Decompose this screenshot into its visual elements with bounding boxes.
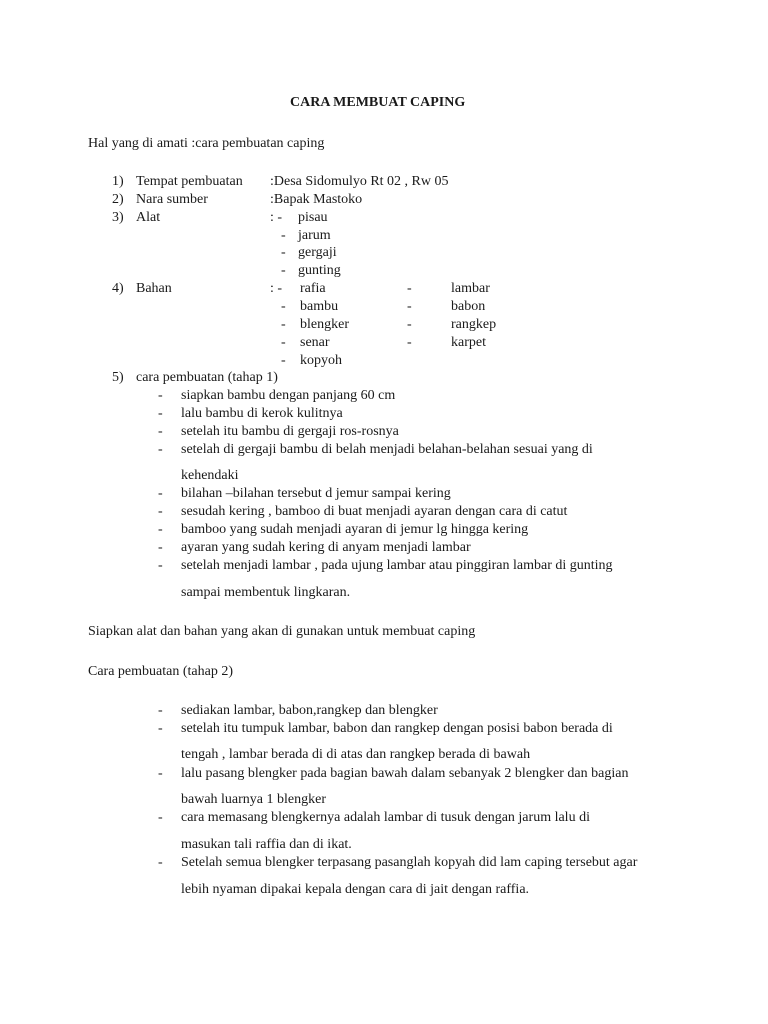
item-number: 5) [112,370,124,385]
list-item: rafia [300,281,326,296]
dash: - [281,353,286,368]
item-colon: : - [270,281,283,296]
dash: - [158,406,163,421]
dash: - [407,317,412,332]
list-item: gunting [298,263,341,278]
observed-line: Hal yang di amati :cara pembuatan caping [88,136,325,151]
item-label: Nara sumber [136,192,208,207]
step-text: sesudah kering , bamboo di buat menjadi ayaran dengan cara di catut [181,504,568,519]
step-text: sampai membentuk lingkaran. [181,585,351,600]
dash: - [158,504,163,519]
dash: - [158,388,163,403]
dash: - [281,263,286,278]
list-item: kopyoh [300,353,342,368]
list-item: lambar [451,281,490,296]
list-item: gergaji [298,245,337,260]
stage2-heading: Cara pembuatan (tahap 2) [88,664,233,679]
item-label: Alat [136,210,161,225]
item-label: Tempat pembuatan [136,174,243,189]
dash: - [281,335,286,350]
list-item: rangkep [451,317,497,332]
step-text: bawah luarnya 1 blengker [181,792,326,807]
item-value: :Bapak Mastoko [270,192,363,207]
dash: - [407,299,412,314]
dash: - [158,442,163,457]
list-item: senar [300,335,330,350]
item-label: Bahan [136,281,172,296]
step-text: bamboo yang sudah menjadi ayaran di jemur lg hingga kering [181,522,529,537]
dash: - [158,522,163,537]
step-text: lalu bambu di kerok kulitnya [181,406,343,421]
item-number: 2) [112,192,124,207]
dash: - [281,299,286,314]
dash: - [407,335,412,350]
dash: - [158,855,163,870]
dash: - [158,540,163,555]
item-number: 1) [112,174,124,189]
list-item: karpet [451,335,486,350]
list-item: bambu [300,299,339,314]
step-text: setelah itu bambu di gergaji ros-rosnya [181,424,399,439]
step-text: setelah di gergaji bambu di belah menjadi belahan-belahan sesuai yang di [181,442,593,457]
dash: - [407,281,412,296]
list-item: jarum [298,228,331,243]
dash: - [158,766,163,781]
step-text: setelah itu tumpuk lambar, babon dan rangkep dengan posisi babon berada di [181,721,613,736]
list-item: babon [451,299,486,314]
step-text: siapkan bambu dengan panjang 60 cm [181,388,396,403]
step-text: setelah menjadi lambar , pada ujung lambar atau pinggiran lambar di gunting [181,558,613,573]
dash: - [281,245,286,260]
list-item: blengker [300,317,349,332]
dash: - [158,486,163,501]
step-text: kehendaki [181,468,239,483]
item-number: 4) [112,281,124,296]
step-text: lebih nyaman dipakai kepala dengan cara di jait dengan raffia. [181,882,530,897]
item-value: :Desa Sidomulyo Rt 02 , Rw 05 [270,174,449,189]
dash: - [281,228,286,243]
dash: - [158,721,163,736]
list-item: pisau [298,210,328,225]
item-colon: : - [270,210,283,225]
step-text: cara memasang blengkernya adalah lambar di tusuk dengan jarum lalu di [181,810,590,825]
dash: - [281,317,286,332]
item-number: 3) [112,210,124,225]
step-text: lalu pasang blengker pada bagian bawah dalam sebanyak 2 blengker dan bagian [181,766,629,781]
step-text: ayaran yang sudah kering di anyam menjadi lambar [181,540,471,555]
dash: - [158,810,163,825]
step-text: tengah , lambar berada di di atas dan rangkep berada di bawah [181,747,531,762]
step-text: sediakan lambar, babon,rangkep dan blengker [181,703,438,718]
step-text: bilahan –bilahan tersebut d jemur sampai kering [181,486,451,501]
dash: - [158,703,163,718]
item-label: cara pembuatan (tahap 1) [136,370,278,385]
step-text: Setelah semua blengker terpasang pasanglah kopyah did lam caping tersebut agar [181,855,638,870]
dash: - [158,558,163,573]
dash: - [158,424,163,439]
page-title: CARA MEMBUAT CAPING [290,95,466,110]
prepare-line: Siapkan alat dan bahan yang akan di gunakan untuk membuat caping [88,624,476,639]
step-text: masukan tali raffia dan di ikat. [181,837,352,852]
